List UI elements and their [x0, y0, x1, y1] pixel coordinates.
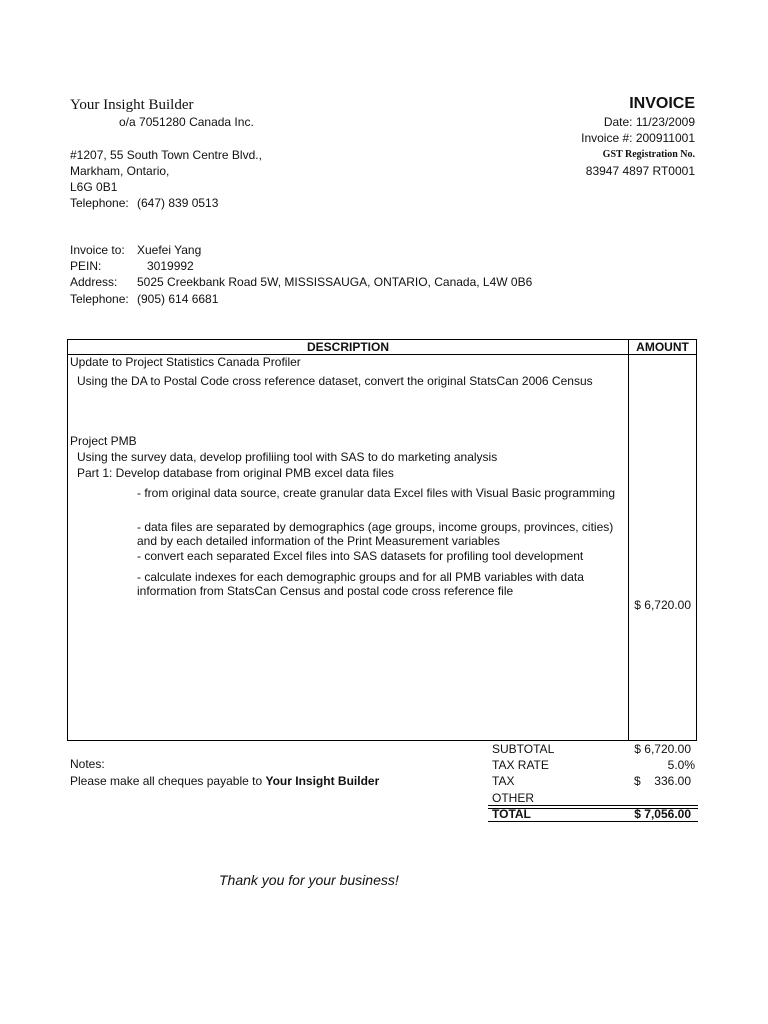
tax-rate-label: TAX RATE	[492, 758, 549, 772]
thank-you-message: Thank you for your business!	[219, 872, 399, 888]
pein-label: PEIN:	[70, 259, 102, 273]
client-address-value: 5025 Creekbank Road 5W, MISSISSAUGA, ONTARIO, Canada, L4W 0B6	[137, 275, 533, 289]
other-label: OTHER	[492, 791, 534, 805]
invoice-number: Invoice #: 200911001	[581, 131, 695, 145]
pein-value: 3019992	[147, 259, 194, 273]
company-name: Your Insight Builder	[70, 97, 194, 113]
description-column-header: DESCRIPTION	[306, 340, 389, 354]
description-line: Using the DA to Postal Code cross reference dataset, convert the original StatsCan 2006 Census	[77, 374, 593, 388]
invoice-title: INVOICE	[629, 95, 695, 112]
description-line: - calculate indexes for each demographic groups and for all PMB variables with data	[137, 570, 584, 584]
company-telephone-value: (647) 839 0513	[137, 196, 219, 210]
total-rule-top	[488, 805, 698, 806]
description-line: - data files are separated by demographics (age groups, income groups, provinces, cities)	[137, 520, 614, 534]
subtotal-label: SUBTOTAL	[492, 742, 555, 756]
tax-currency: $	[634, 774, 641, 788]
company-legal-name: o/a 7051280 Canada Inc.	[119, 115, 254, 129]
notes-label: Notes:	[70, 757, 105, 771]
description-line: Using the survey data, develop profiliing tool with SAS to do marketing analysis	[77, 450, 498, 464]
invoice-to-value: Xuefei Yang	[137, 243, 202, 257]
description-line: Update to Project Statistics Canada Profiler	[70, 355, 301, 369]
payable-name: Your Insight Builder	[265, 774, 380, 788]
gst-registration-label: GST Registration No.	[602, 149, 695, 160]
company-address-line-1: #1207, 55 South Town Centre Blvd.,	[70, 148, 262, 162]
invoice-to-label: Invoice to:	[70, 243, 125, 257]
tax-value: 336.00	[654, 774, 691, 788]
subtotal-value: $ 6,720.00	[634, 742, 691, 756]
description-line: - from original data source, create granular data Excel files with Visual Basic programming	[137, 486, 615, 500]
gst-registration-number: 83947 4897 RT0001	[585, 164, 695, 178]
table-column-divider	[628, 340, 629, 740]
client-telephone-label: Telephone:	[70, 292, 129, 306]
company-address-line-3: L6G 0B1	[70, 180, 118, 194]
total-rule-bottom	[488, 821, 698, 822]
total-label: TOTAL	[492, 807, 531, 821]
payable-text: Please make all cheques payable to	[70, 774, 263, 788]
description-line: and by each detailed information of the Print Measurement variables	[137, 534, 500, 548]
payable-note	[70, 774, 379, 788]
total-value: $ 7,056.00	[634, 807, 691, 821]
amount-column-header: AMOUNT	[636, 340, 689, 354]
description-line: Project PMB	[70, 434, 137, 448]
tax-rate-value: 5.0%	[667, 758, 695, 772]
company-telephone-label: Telephone:	[70, 196, 129, 210]
client-telephone-value: (905) 614 6681	[137, 292, 219, 306]
client-address-label: Address:	[70, 275, 118, 289]
description-line: Part 1: Develop database from original PMB excel data files	[77, 466, 394, 480]
description-line: information from StatsCan Census and postal code cross reference file	[137, 584, 514, 598]
tax-label: TAX	[492, 774, 515, 788]
company-address-line-2: Markham, Ontario,	[70, 164, 170, 178]
description-line: - convert each separated Excel files into SAS datasets for profiling tool development	[137, 549, 584, 563]
invoice-date: Date: 11/23/2009	[603, 115, 695, 129]
amount-value: $ 6,720.00	[634, 598, 691, 612]
